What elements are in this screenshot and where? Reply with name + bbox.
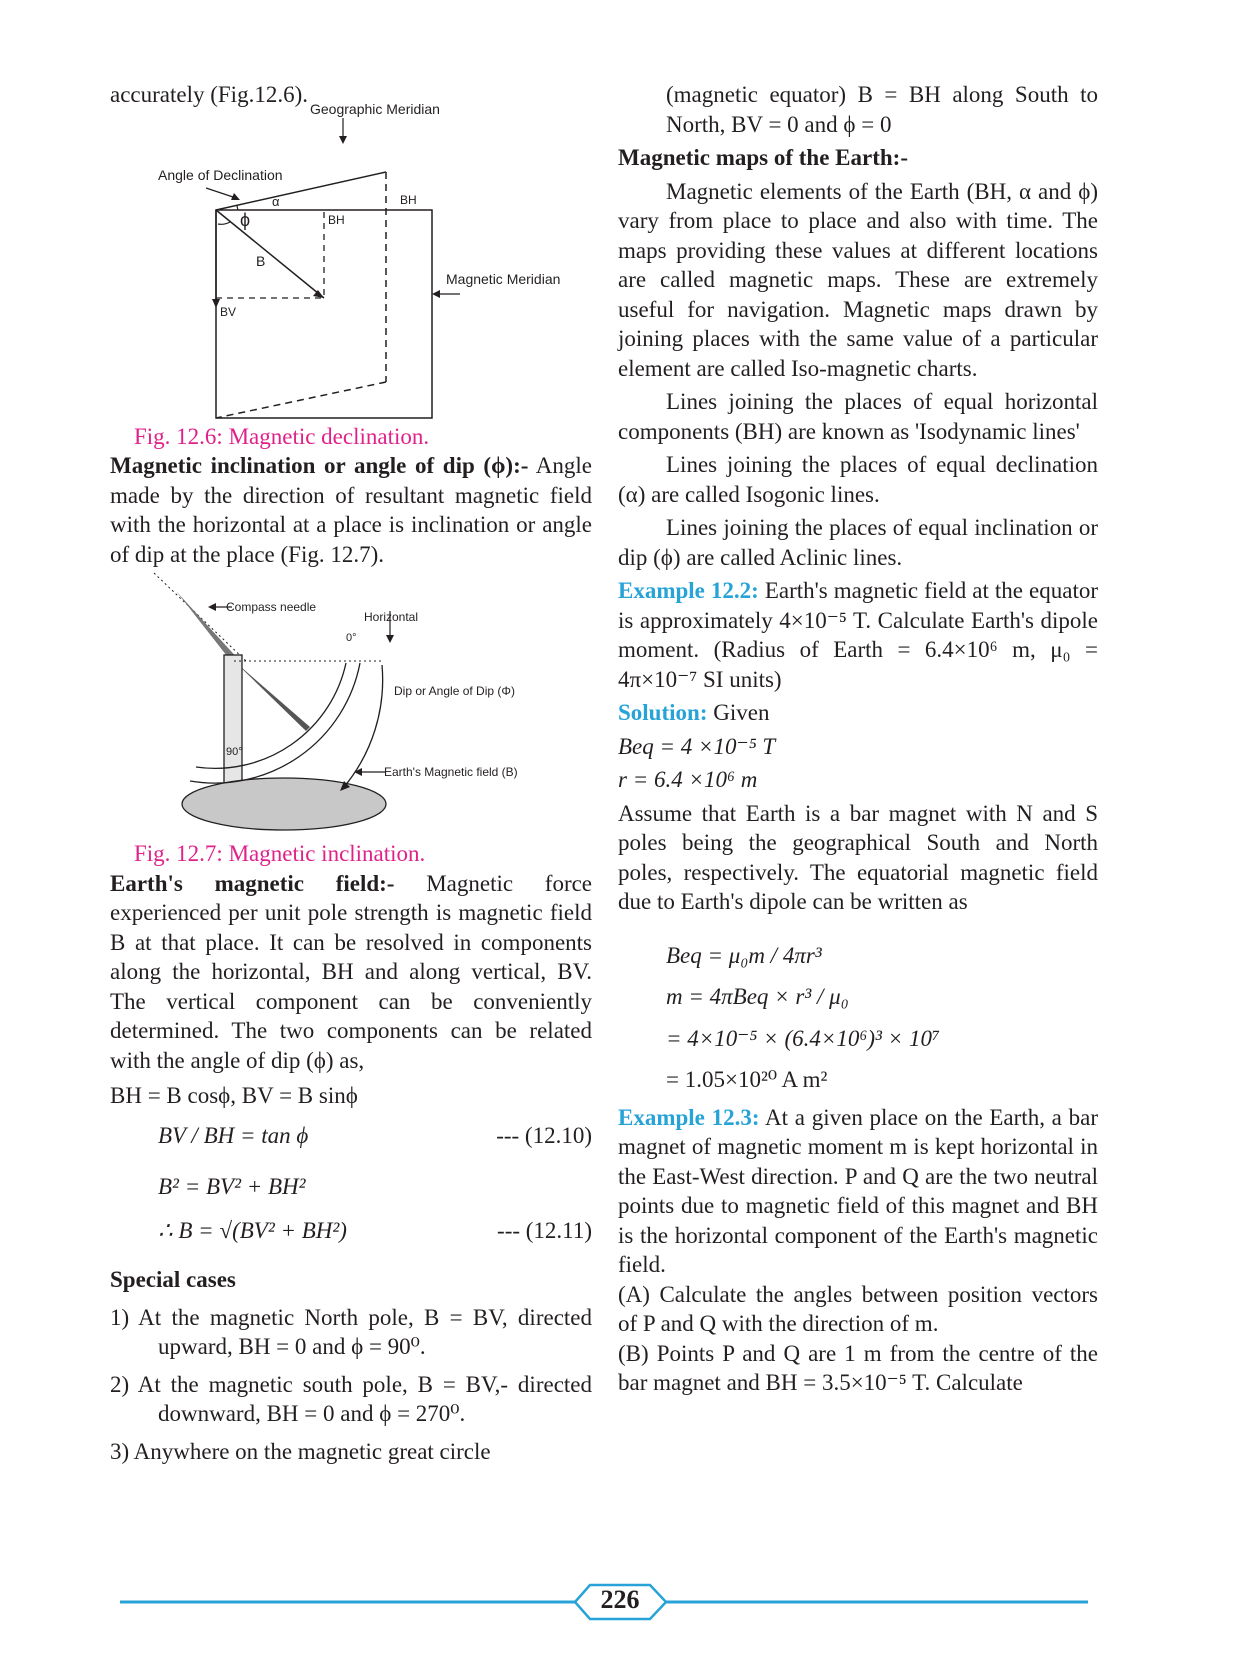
horizontal-label: Horizontal [364, 610, 419, 624]
equation-12-10-number: --- (12.10) [496, 1122, 592, 1148]
given-beq: Beq = 4 ×10⁻⁵ T [618, 733, 776, 759]
inclination-heading: Magnetic inclination or angle of dip (ϕ):- [110, 453, 529, 478]
mag-meridian-label: Magnetic Meridian [446, 270, 561, 287]
isogonic-text: Lines joining the places of equal declination (α) are called Isogonic lines. [618, 452, 1098, 507]
inclination-body: Angle made by the direction of resultant magnetic field with the horizontal at a place is inclination or angle of dip at the place (Fig. 12.7). [110, 453, 592, 567]
assumption-text: Assume that Earth is a bar magnet with N and S poles being the geographical South and North poles, respectively. The equatorial magnetic field due to Earth's dipole can be written as [618, 800, 1098, 914]
equation-b-squared: B² = BV² + BH² [158, 1174, 306, 1199]
equator-case-continued: (magnetic equator) B = BH along South to North, BV = 0 and ϕ = 0 [666, 82, 1098, 137]
example-12-3 [618, 1103, 1098, 1280]
b-label: B [256, 252, 266, 269]
example-12-3-label: Example 12.3: [618, 1104, 760, 1130]
bh-mid-label: BH [328, 212, 345, 227]
example-12-2-label: Example 12.2: [618, 578, 759, 603]
dip-label: Dip or Angle of Dip (Φ) [394, 684, 515, 698]
equation-12-11-expr: ∴ B = √(BV² + BH²) [158, 1217, 347, 1243]
phi-label: ϕ [240, 209, 251, 230]
special-case-3: 3) Anywhere on the magnetic great circle [110, 1438, 491, 1464]
intro-text: accurately (Fig.12.6). [110, 82, 308, 107]
page-number: 226 [600, 1585, 640, 1614]
right-column [618, 80, 1098, 1398]
solution-given: Given [713, 700, 770, 725]
equation-12-11 [158, 1216, 592, 1246]
zero-degree-label: 0° [346, 632, 357, 644]
geo-meridian-label: Geographic Meridian [310, 100, 440, 117]
earth-field-heading: Earth's magnetic field:- [110, 870, 395, 896]
math-beq: Beq = μ₀m / 4πr³ [666, 942, 822, 968]
aclinic-text: Lines joining the places of equal inclination or dip (ϕ) are called Aclinic lines. [618, 515, 1098, 570]
solution-line [618, 698, 1098, 728]
example-12-2-body: Earth's magnetic field at the equator is approximately 4×10⁻⁵ T. Calculate Earth's dipole moment. (Radius of Earth = 6.4×10⁶ m, μ₀ = 4π×10⁻⁷ SI units) [618, 578, 1098, 692]
equation-12-10-expr: BV / BH = tan ϕ [158, 1122, 309, 1148]
figure-12-6 [110, 100, 592, 422]
figure-12-7 [110, 569, 592, 839]
bh-top-label: BH [400, 192, 417, 207]
math-substitution: = 4×10⁻⁵ × (6.4×10⁶)³ × 10⁷ [666, 1025, 940, 1051]
compass-needle-label: Compass needle [226, 600, 317, 614]
magnetic-maps-heading: Magnetic maps of the Earth:- [618, 145, 909, 170]
isodynamic-text: Lines joining the places of equal horizontal components (BH) are known as 'Isodynamic lines' [618, 389, 1098, 444]
math-result: = 1.05×10²⁰ A m² [666, 1067, 828, 1092]
given-radius: r = 6.4 ×10⁶ m [618, 767, 758, 792]
figure-12-7-caption: Fig. 12.7: Magnetic inclination. [134, 841, 426, 866]
inclination-paragraph [110, 451, 592, 569]
bv-label: BV [220, 304, 237, 319]
special-case-1: 1) At the magnetic North pole, B = BV, directed upward, BH = 0 and ϕ = 90⁰. [110, 1304, 592, 1359]
earth-field-label: Earth's Magnetic field (B) [384, 765, 518, 779]
example-12-3-body: At a given place on the Earth, a bar magnet of magnetic moment m is kept horizontal in the East-West direction. P and Q are the two neutral points due to magnetic field of this magnet and BH is the horizontal component of the Earth's magnetic field. [618, 1104, 1098, 1277]
magnetic-maps-body: Magnetic elements of the Earth (BH, α and ϕ) vary from place to place and also with time. The maps providing these values at different locations are called magnetic maps. These are extremely useful for navigation. Magnetic maps drawn by joining places with the same value of a particular element are called Iso-magnetic charts. [618, 178, 1098, 381]
special-case-2: 2) At the magnetic south pole, B = BV,- directed downward, BH = 0 and ϕ = 270⁰. [110, 1371, 592, 1426]
special-cases-list [110, 1303, 592, 1467]
angle-declination-label: Angle of Declination [158, 166, 283, 183]
math-m: m = 4πBeq × r³ / μ₀ [666, 984, 849, 1009]
figure-12-6-caption: Fig. 12.6: Magnetic declination. [134, 423, 430, 449]
example-12-2 [618, 576, 1098, 694]
ninety-degree-label: 90° [226, 746, 243, 758]
equation-12-10 [158, 1121, 592, 1151]
earth-field-paragraph [110, 869, 592, 1076]
equation-components: BH = B cosϕ, BV = B sinϕ [110, 1083, 358, 1108]
part-a: (A) Calculate the angles between position vectors of P and Q with the direction of m. [618, 1281, 1098, 1336]
left-column [110, 80, 592, 1466]
earth-field-body: Magnetic force experienced per unit pole strength is magnetic field B at that place. It can be resolved in components along the horizontal, BH and along vertical, BV. The vertical component can be conveniently determined. The two components can be related with the angle of dip (ϕ) as, [110, 870, 593, 1073]
part-b: (B) Points P and Q are 1 m from the centre of the bar magnet and BH = 3.5×10⁻⁵ T. Calculate [618, 1340, 1098, 1395]
equation-12-11-number: --- (12.11) [497, 1217, 592, 1243]
alpha-label: α [272, 193, 280, 209]
solution-label: Solution: [618, 700, 708, 725]
special-cases-heading: Special cases [110, 1267, 236, 1292]
